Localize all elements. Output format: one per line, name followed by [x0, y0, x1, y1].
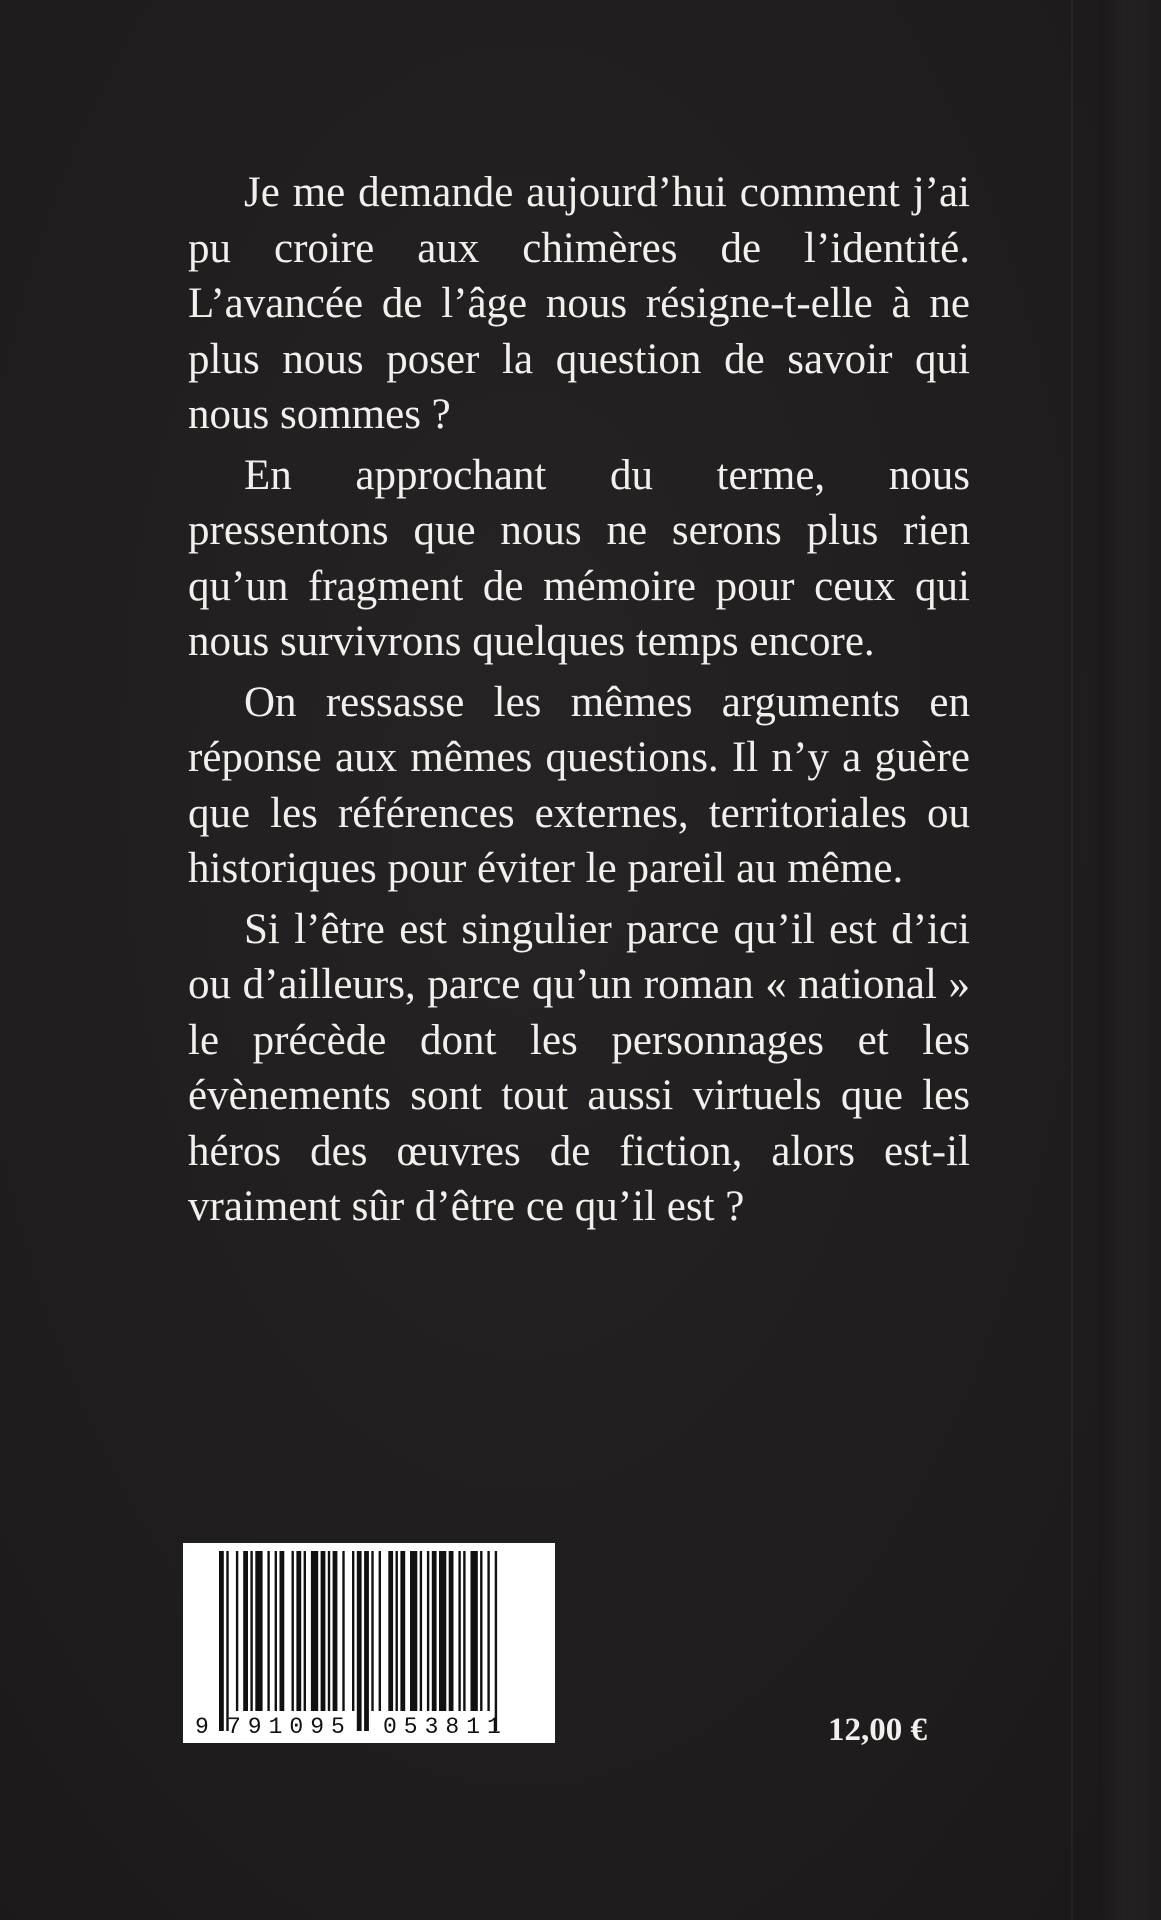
blurb-paragraph-4: Si l’être est singulier parce qu’il est d’ici ou d’ailleurs, parce qu’un roman « national » le précède dont les personnages et les évènements sont tout aussi virtuels que les héros des œuvres de fiction, alors est-il vraiment sûr d’être ce qu’il est ?	[188, 905, 970, 1230]
barcode-bar	[275, 1551, 277, 1711]
barcode-bar	[304, 1551, 306, 1711]
blurb-paragraph-1: Je me demande aujourd’hui comment j’ai pu croire aux chimères de l’identité. L’avancée de l’âge nous résigne-t-elle à ne plus nous poser la question de savoir qui nous sommes ?	[188, 169, 970, 438]
barcode-bar	[420, 1551, 422, 1711]
price-label: 12,00 €	[828, 1712, 927, 1748]
isbn-barcode	[183, 1543, 555, 1743]
barcode-bar	[311, 1551, 318, 1711]
barcode-bar	[250, 1551, 252, 1711]
barcode-bar	[219, 1551, 224, 1731]
barcode-bar	[480, 1551, 482, 1711]
barcode-digits-right: 053811	[383, 1714, 508, 1740]
barcode-bar	[471, 1551, 478, 1711]
barcode-bar	[388, 1551, 393, 1711]
barcode-bar	[427, 1551, 429, 1711]
barcode-bar	[292, 1551, 294, 1711]
blurb-paragraph-2: En approchant du terme, nous pressentons que nous ne serons plus rien qu’un fragment de mémoire pour ceux qui nous survivrons quelques temps encore.	[188, 451, 970, 665]
barcode-bar	[328, 1551, 330, 1711]
barcode-bar	[458, 1551, 460, 1711]
barcode-digit-first: 9	[195, 1714, 209, 1740]
barcode-bar	[333, 1551, 338, 1711]
barcode-bar	[342, 1551, 344, 1711]
barcode-bar	[255, 1551, 262, 1711]
barcode-bar	[352, 1551, 354, 1711]
barcode-bar	[364, 1551, 369, 1731]
spine-crease	[1071, 0, 1073, 1920]
barcode-bar	[280, 1551, 285, 1711]
barcode-bar	[379, 1551, 381, 1711]
barcode-bar	[371, 1551, 373, 1711]
barcode-bar	[439, 1551, 446, 1711]
barcode-bar	[449, 1551, 454, 1711]
barcode-bar	[236, 1551, 238, 1711]
barcode-bar	[321, 1551, 326, 1711]
barcode-bar	[296, 1551, 301, 1711]
blurb-text	[188, 165, 970, 1240]
barcode-bar	[463, 1551, 465, 1711]
blurb-paragraph-3: On ressasse les mêmes arguments en réponse aux mêmes questions. Il n’y a guère que les références externes, territoriales ou historiques pour éviter le pareil au même.	[188, 678, 970, 892]
barcode-bar	[396, 1551, 398, 1711]
barcode-bar	[400, 1551, 405, 1711]
spine-edge	[1099, 0, 1161, 1920]
barcode-bar	[357, 1551, 362, 1731]
barcode-bar	[410, 1551, 417, 1711]
barcode-bar	[243, 1551, 248, 1711]
barcode-digits-left: 791095	[227, 1714, 352, 1740]
barcode-bar	[495, 1551, 497, 1731]
barcode-graphic	[183, 1543, 555, 1743]
barcode-bars	[219, 1551, 497, 1731]
barcode-bar	[487, 1551, 489, 1711]
barcode-bar	[226, 1551, 228, 1731]
barcode-bar	[267, 1551, 269, 1711]
barcode-bar	[432, 1551, 437, 1711]
